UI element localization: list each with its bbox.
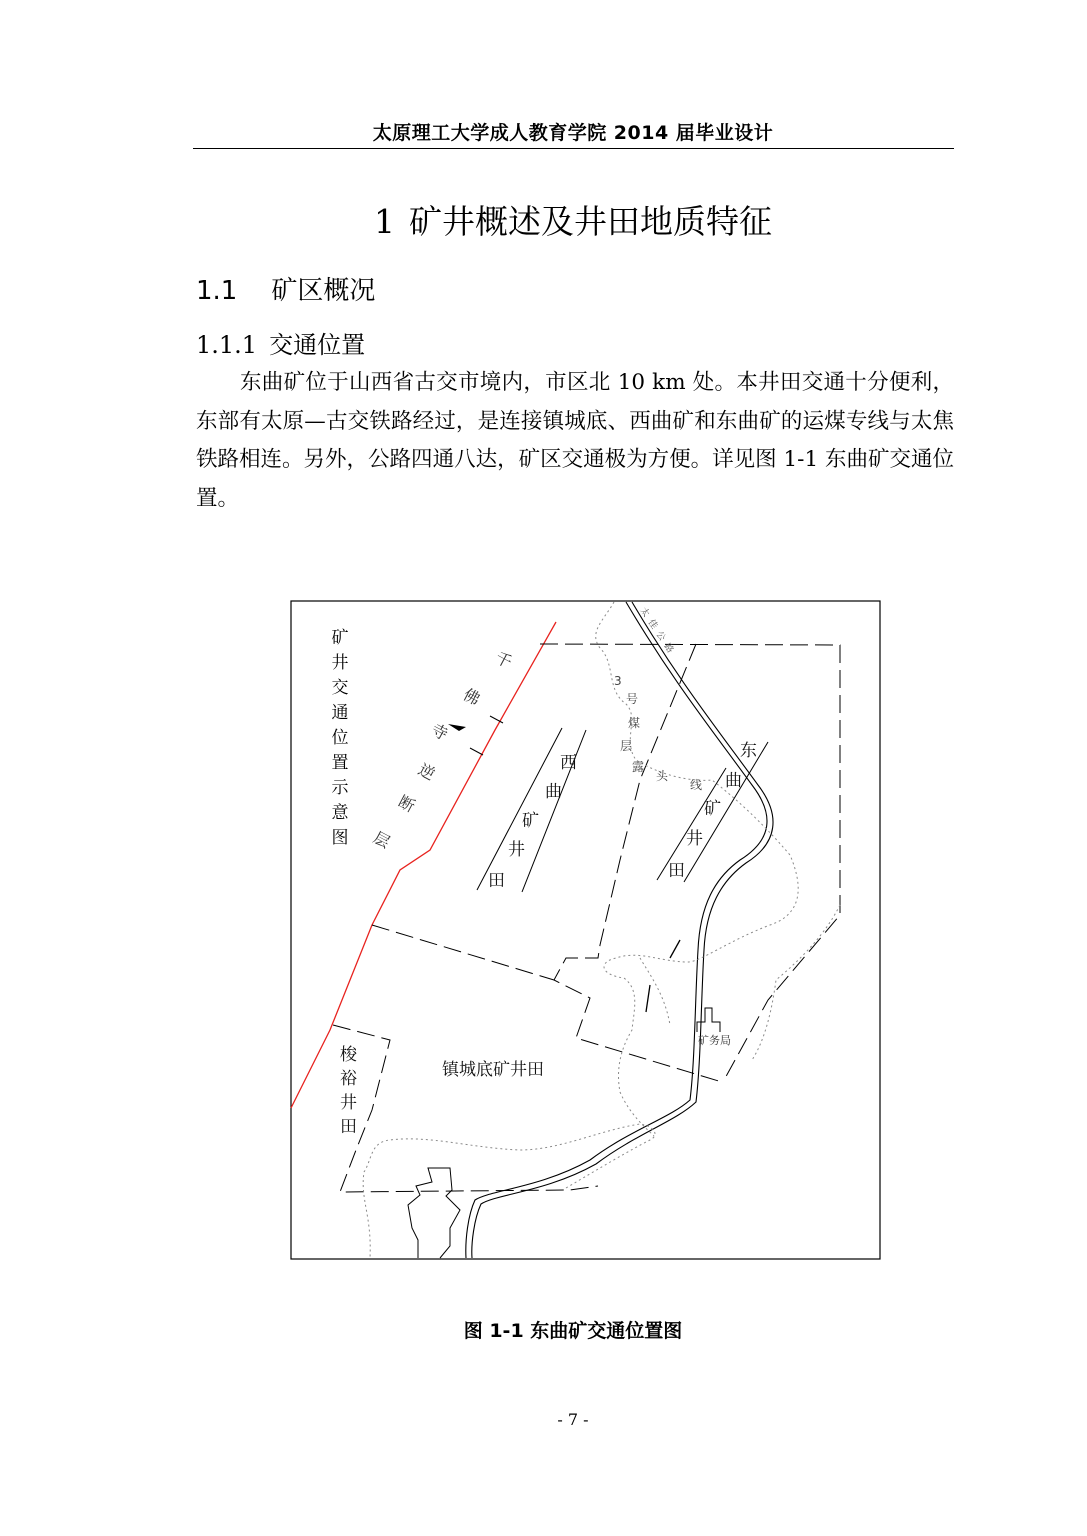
chapter-number: 1 (374, 202, 395, 241)
running-header: 太原理工大学成人教育学院 2014 届毕业设计 (372, 122, 774, 144)
road-label-char-1: 太 (637, 605, 651, 620)
dongqu-char-4: 井 (686, 829, 703, 849)
map-title-char-5: 位 (331, 728, 349, 748)
body-paragraph: 东曲矿位于山西省古交市境内，市区北 10 km 处。本井田交通十分便利，东部有太原—古交铁路经过，是连接镇城底、西曲矿和东曲矿的运煤专线与太焦铁路相连。另外，公路四通八达，矿区交通极为方便。详见图 1-1 东曲矿交通位置。 (196, 370, 954, 511)
map-title-char-3: 交 (331, 678, 349, 698)
suoyu-char-3: 井 (340, 1093, 357, 1113)
map-title-char-1: 矿 (331, 628, 349, 648)
figure-caption: 图 1-1 东曲矿交通位置图 (463, 1320, 683, 1342)
map-title-char-2: 井 (331, 653, 349, 673)
header-rule (193, 148, 954, 149)
fault-label-char-3: 寺 (428, 719, 452, 745)
fault-label-char-6: 层 (370, 827, 394, 853)
dongqu-char-3: 矿 (704, 799, 721, 819)
suoyu-char-2: 裕 (340, 1069, 357, 1089)
field-label-dongqu (668, 741, 757, 881)
field-label-suoyu (340, 1045, 358, 1137)
subsection-title-text: 交通位置 (269, 331, 366, 359)
map-title-char-4: 通 (331, 703, 349, 723)
section-title (196, 270, 375, 307)
zhenchengdi-town-outline (408, 1168, 460, 1258)
xiqu-char-1: 西 (560, 753, 577, 773)
outcrop-label (614, 674, 702, 792)
field-boundaries (333, 644, 840, 1192)
map-title (332, 628, 350, 848)
xiqu-char-3: 矿 (522, 811, 539, 831)
field-label-xiqu (488, 753, 577, 891)
road-label-char-2: 佳 (645, 617, 659, 632)
fault-label-char-2: 佛 (460, 684, 484, 710)
dongqu-char-1: 东 (740, 741, 757, 761)
fault-label-char-4: 逆 (415, 759, 439, 785)
map-border (291, 601, 880, 1259)
fault-label-char-5: 断 (395, 791, 419, 817)
map-title-char-8: 意 (331, 803, 349, 823)
fault-label (370, 648, 515, 852)
suoyu-char-1: 梭 (340, 1045, 357, 1065)
outcrop-label-char-2: 号 (626, 692, 639, 706)
dongqu-char-5: 田 (668, 861, 685, 881)
field-label-zhenchengdi: 镇城底矿井田 (442, 1060, 544, 1080)
suoyu-char-4: 田 (340, 1117, 357, 1137)
location-map (290, 600, 881, 1260)
bureau-label: 矿务局 (698, 1034, 731, 1047)
outcrop-label-char-4: 层 (620, 739, 633, 753)
road-label-char-3: 公 (653, 629, 667, 644)
subsection-number: 1.1.1 (196, 331, 258, 359)
chapter-title-text: 矿井概述及井田地质特征 (409, 202, 772, 241)
map-title-char-7: 示 (331, 778, 349, 798)
road-label-char-4: 路 (661, 641, 675, 656)
outcrop-label-char-3: 煤 (628, 716, 641, 730)
fault-label-char-1: 千 (492, 647, 516, 673)
map-title-char-6: 置 (331, 753, 349, 773)
xiqu-char-5: 田 (488, 871, 505, 891)
xiqu-char-2: 曲 (545, 782, 562, 802)
map-title-char-9: 图 (331, 828, 349, 848)
section-title-text: 矿区概况 (271, 276, 376, 306)
section-number: 1.1 (196, 276, 238, 306)
page-number: - 7 - (557, 1410, 589, 1429)
fault-ticks (470, 716, 503, 755)
outcrop-label-char-6: 头 (656, 769, 669, 783)
dongqu-char-2: 曲 (725, 771, 742, 791)
outcrop-label-char-7: 线 (690, 778, 703, 792)
outcrop-label-char-1: 3 (614, 674, 622, 688)
subsection-title (196, 325, 365, 360)
chapter-title (193, 196, 953, 243)
outcrop-label-char-5: 露 (632, 760, 645, 774)
xiqu-char-4: 井 (508, 840, 525, 860)
